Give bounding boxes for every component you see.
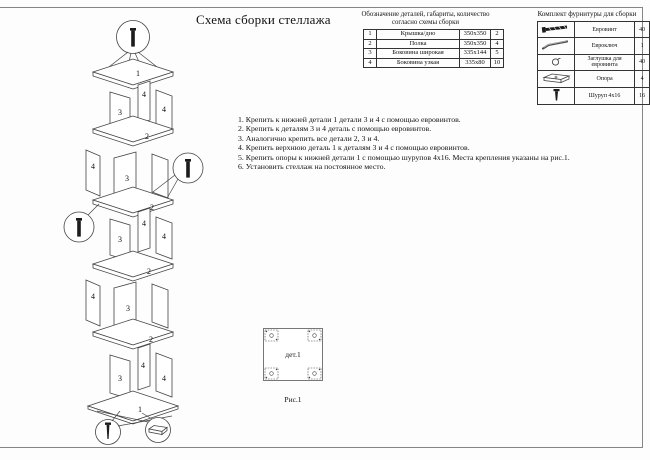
support-icon	[538, 70, 575, 87]
part-size: 335х144	[460, 49, 491, 59]
parts-table-header-line2: согласно схемы сборки	[391, 19, 460, 27]
part-label: 4	[162, 105, 166, 114]
table-row	[364, 49, 504, 59]
parts-table-header	[338, 11, 513, 27]
part-label: 4	[142, 219, 146, 228]
figure-1-drawing	[260, 326, 326, 384]
hardware-row	[538, 88, 650, 105]
part-size: 350х350	[460, 30, 491, 40]
euroscrew-icon	[538, 22, 575, 38]
parts-table	[363, 29, 504, 68]
figure-1	[258, 326, 328, 404]
part-name: Крышка/дно	[377, 30, 460, 40]
part-label: 1	[136, 69, 140, 78]
part-label: 4	[91, 162, 95, 171]
parts-table-header-line1: Обозначение деталей, габариты, количество	[361, 11, 490, 18]
figure-part-label: дет.1	[285, 350, 301, 359]
table-row	[364, 39, 504, 49]
instruction-line: 6. Установить стеллаж на постоянное место.	[238, 162, 386, 172]
hardware-name: Евроключ	[575, 38, 635, 54]
part-label: 3	[118, 374, 122, 383]
plug-cap-icon	[538, 54, 575, 70]
part-number: 4	[364, 58, 377, 68]
hardware-qty: 40	[635, 22, 650, 38]
part-qty: 10	[491, 58, 504, 68]
part-qty: 4	[491, 39, 504, 49]
part-label: 3	[118, 108, 122, 117]
hardware-table	[537, 21, 650, 105]
part-label: 2	[145, 132, 149, 141]
part-name: Боковина широкая	[377, 49, 460, 59]
part-size: 350х350	[460, 39, 491, 49]
part-qty: 5	[491, 49, 504, 59]
part-name: Полка	[377, 39, 460, 49]
table-row	[364, 30, 504, 40]
part-number: 3	[364, 49, 377, 59]
hardware-name: Опора	[575, 70, 635, 87]
instruction-line: 2. Крепить к деталям 3 и 4 деталь с помощью евровинтов.	[238, 124, 432, 134]
part-number: 1	[364, 30, 377, 40]
part-label: 4	[162, 374, 166, 383]
instruction-line: 5. Крепить опоры к нижней детали 1 с помощью шурупов 4х16. Места крепления указаны на рис.1.	[238, 152, 570, 162]
hardware-name: Евровинт	[575, 22, 635, 38]
part-label: 3	[126, 304, 130, 313]
hardware-row	[538, 54, 650, 70]
hardware-qty: 1	[635, 38, 650, 54]
part-label: 2	[147, 267, 151, 276]
assembly-instructions	[238, 115, 608, 171]
hardware-qty: 40	[635, 54, 650, 70]
hardware-table-title: Комплект фурнитуры для сборки	[537, 10, 637, 18]
hardware-qty: 4	[635, 70, 650, 87]
hexkey-icon	[538, 38, 575, 54]
page-title: Схема сборки стеллажа	[196, 12, 331, 27]
hardware-name: Заглушка для евровинта	[575, 54, 635, 70]
part-label: 4	[141, 361, 145, 370]
euroscrew-detail-circle	[64, 204, 99, 242]
hardware-row	[538, 22, 650, 38]
part-label: 2	[150, 203, 154, 212]
assembly-diagram	[52, 8, 212, 448]
instruction-line: 3. Аналогично крепить все детали 2, 3 и 4.	[238, 133, 380, 143]
hardware-row	[538, 70, 650, 87]
figure-caption: Рис.1	[284, 395, 302, 404]
part-size: 335х80	[460, 58, 491, 68]
part-label: 4	[162, 232, 166, 241]
part-label: 3	[118, 235, 122, 244]
hardware-qty: 16	[635, 88, 650, 105]
part-label: 4	[142, 90, 146, 99]
hardware-row	[538, 38, 650, 54]
part-label: 4	[91, 292, 95, 301]
part-label: 2	[149, 335, 153, 344]
table-row	[364, 58, 504, 68]
part-number: 2	[364, 39, 377, 49]
instruction-line: 4. Крепить верхнюю деталь 1 к деталям 3 и 4 с помощью евровинтов.	[238, 143, 470, 153]
screw-icon	[538, 88, 575, 105]
part-name: Боковина узкая	[377, 58, 460, 68]
part-qty: 2	[491, 30, 504, 40]
part-label: 3	[125, 174, 129, 183]
hardware-name: Шуруп 4х16	[575, 88, 635, 105]
instruction-line: 1. Крепить к нижней детали 1 детали 3 и 4 с помощью евровинтов.	[238, 115, 461, 124]
part-label: 1	[138, 405, 142, 414]
